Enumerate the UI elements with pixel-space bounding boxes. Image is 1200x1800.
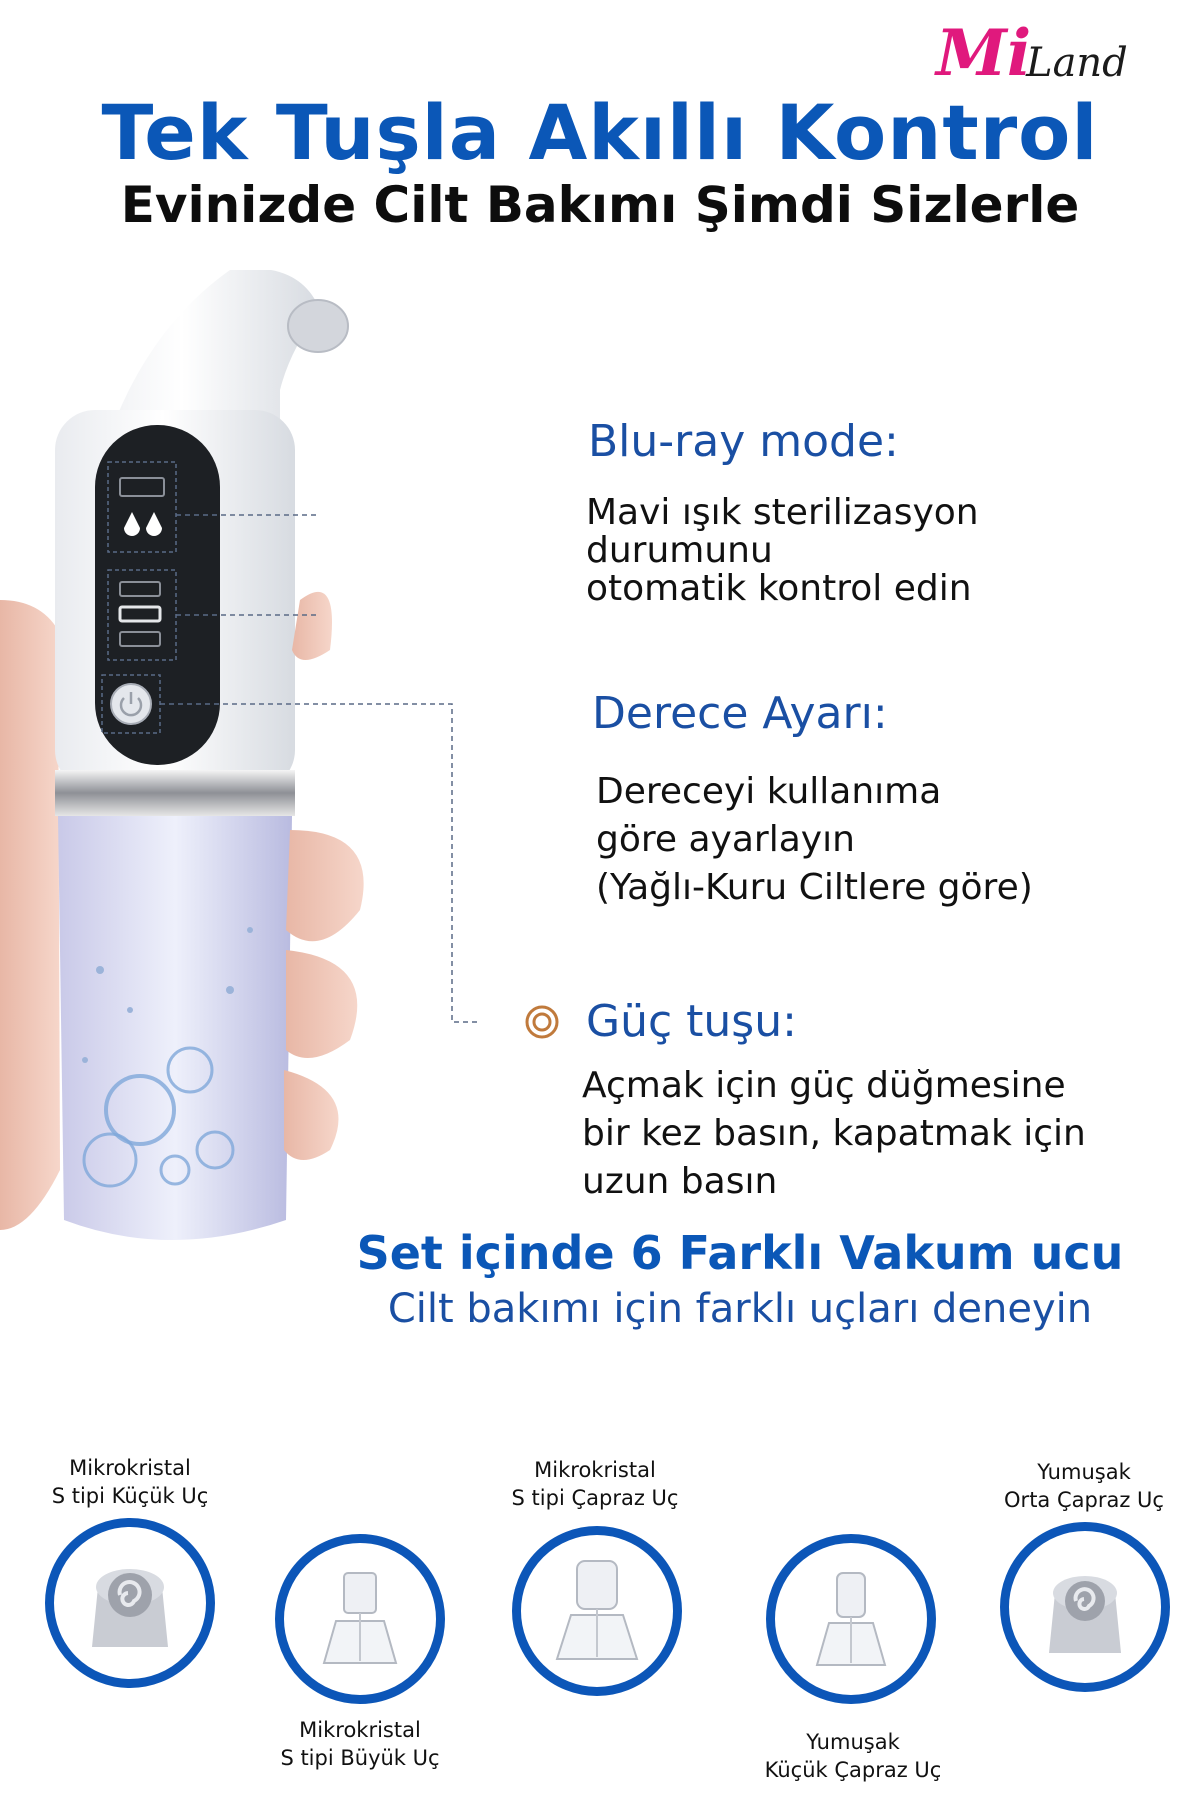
feature-line: durumunu: [586, 530, 773, 571]
feature-line: Dereceyi kullanıma: [596, 771, 942, 812]
water-tank: [58, 816, 292, 1240]
power-marker-icon: [524, 1004, 560, 1040]
clear-tip-icon: [775, 1543, 927, 1695]
clear-tip-icon: [521, 1535, 673, 1687]
set-subtitle: Cilt bakımı için farklı uçları deneyin: [387, 1286, 1093, 1332]
tip-label-2: [230, 1716, 490, 1772]
feature-line: bir kez basın, kapatmak için: [582, 1113, 1086, 1154]
page-subtitle: Evinizde Cilt Bakımı Şimdi Sizlerle: [120, 176, 1080, 234]
tip-label-line: S tipi Küçük Uç: [51, 1484, 209, 1508]
clear-tip-icon: [284, 1543, 436, 1695]
tip-label-line: Mikrokristal: [69, 1456, 191, 1480]
tip-label-line: Yumuşak: [1037, 1460, 1131, 1484]
tip-label-line: Küçük Çapraz Uç: [764, 1758, 942, 1782]
round-tip-icon: [1009, 1531, 1161, 1683]
feature-blu-ray-body: [586, 494, 979, 608]
tip-label-4: [723, 1728, 983, 1784]
metal-ring: [55, 770, 295, 816]
feature-degree-title: Derece Ayarı:: [592, 688, 888, 739]
tip-label-line: Orta Çapraz Uç: [1004, 1488, 1164, 1512]
feature-line: göre ayarlayın: [596, 819, 855, 860]
feature-power-title: Güç tuşu:: [586, 996, 797, 1047]
feature-line: (Yağlı-Kuru Ciltlere göre): [596, 867, 1033, 908]
device-nozzle: [288, 300, 348, 352]
hand-palm: [0, 600, 60, 1230]
tip-label-line: Mikrokristal: [534, 1458, 656, 1482]
tip-medium-cross-soft-circle: [1000, 1522, 1170, 1692]
tip-label-line: Mikrokristal: [299, 1718, 421, 1742]
tip-label-line: S tipi Büyük Uç: [280, 1746, 440, 1770]
feature-blu-ray-title: Blu-ray mode:: [588, 416, 899, 467]
tip-large-clear-circle: [275, 1534, 445, 1704]
tip-small-cross-soft-circle: [766, 1534, 936, 1704]
tip-label-1: [0, 1454, 260, 1510]
feature-line: Mavi ışık sterilizasyon: [586, 492, 979, 533]
feature-line: uzun basın: [582, 1161, 778, 1202]
feature-power-body: [582, 1062, 1086, 1206]
page-title: Tek Tuşla Akıllı Kontrol: [101, 88, 1099, 177]
brand-logo-mi: Mi: [936, 16, 1032, 91]
brand-logo-land: Land: [1026, 40, 1128, 86]
tip-label-line: Yumuşak: [806, 1730, 900, 1754]
tip-small-round-circle: [45, 1518, 215, 1688]
tip-label-5: [954, 1458, 1200, 1514]
round-tip-icon: [54, 1527, 206, 1679]
feature-line: otomatik kontrol edin: [586, 568, 972, 609]
feature-line: Açmak için güç düğmesine: [582, 1065, 1066, 1106]
set-title: Set içinde 6 Farklı Vakum ucu: [356, 1226, 1124, 1280]
feature-degree-body: [596, 768, 1033, 912]
tip-label-3: [465, 1456, 725, 1512]
brand-logo: [936, 14, 1166, 94]
tip-cross-clear-circle: [512, 1526, 682, 1696]
tip-label-line: S tipi Çapraz Uç: [511, 1486, 679, 1510]
